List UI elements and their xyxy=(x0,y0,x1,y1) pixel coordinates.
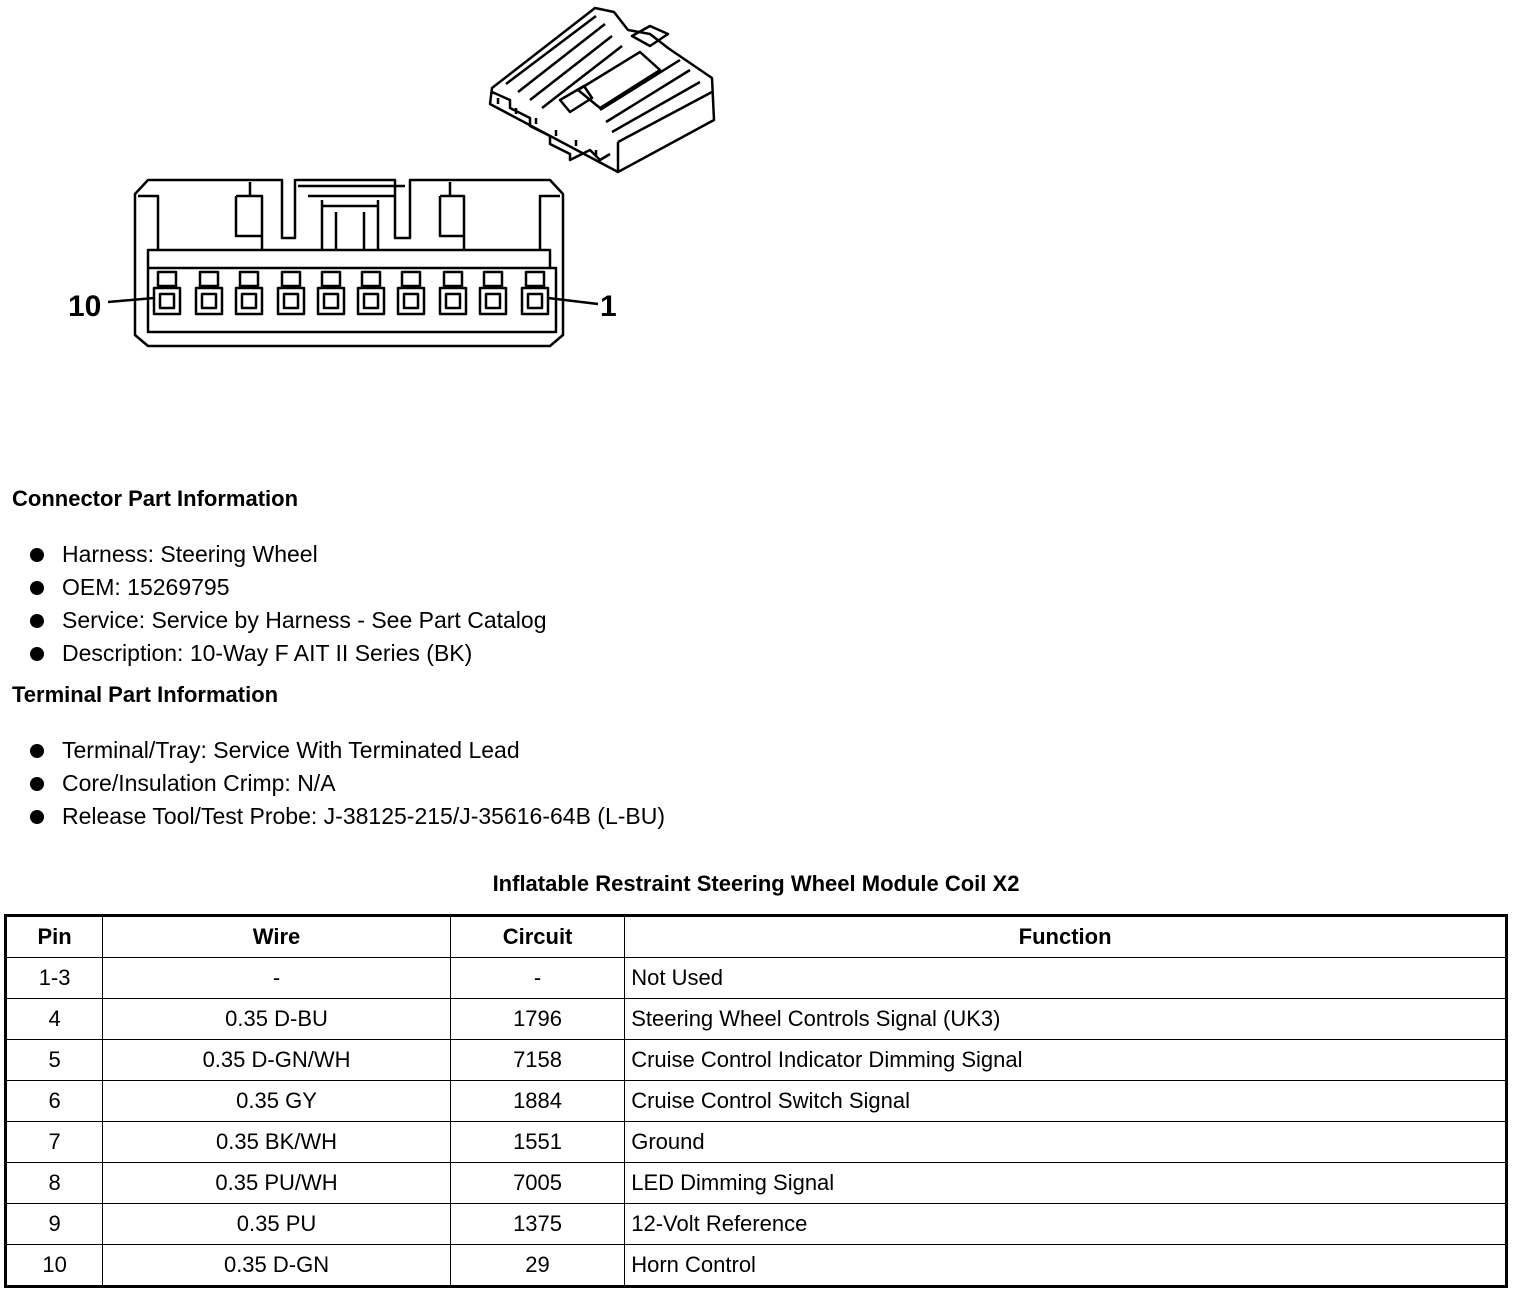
table-header-row xyxy=(6,916,1507,958)
table-title: Inflatable Restraint Steering Wheel Module Coil X2 xyxy=(492,871,1020,896)
wire-cell: - xyxy=(103,958,451,999)
table-row xyxy=(6,1163,1507,1204)
pin-cell: 8 xyxy=(6,1163,103,1204)
pin-cell: 7 xyxy=(6,1122,103,1163)
wire-cell: 0.35 BK/WH xyxy=(103,1122,451,1163)
pin-cell: 5 xyxy=(6,1040,103,1081)
column-header-circuit: Circuit xyxy=(450,916,624,958)
pin-cell: 9 xyxy=(6,1204,103,1245)
bullet-icon xyxy=(30,548,44,562)
circuit-cell: 1884 xyxy=(450,1081,624,1122)
terminal-part-info-heading: Terminal Part Information xyxy=(12,682,279,707)
function-cell: Horn Control xyxy=(625,1245,1507,1287)
bullet-icon xyxy=(30,777,44,791)
circuit-cell: 1551 xyxy=(450,1122,624,1163)
circuit-cell: 7005 xyxy=(450,1163,624,1204)
connector-part-info-heading: Connector Part Information xyxy=(12,486,299,511)
list-item: Release Tool/Test Probe: J-38125-215/J-35616-64B (L-BU) xyxy=(28,800,665,833)
wire-cell: 0.35 D-GN/WH xyxy=(103,1040,451,1081)
column-header-pin: Pin xyxy=(6,916,103,958)
table-row xyxy=(6,999,1507,1040)
column-header-wire: Wire xyxy=(103,916,451,958)
bullet-icon xyxy=(30,744,44,758)
function-cell: Steering Wheel Controls Signal (UK3) xyxy=(625,999,1507,1040)
wire-cell: 0.35 PU xyxy=(103,1204,451,1245)
wire-cell: 0.35 PU/WH xyxy=(103,1163,451,1204)
table-row xyxy=(6,1040,1507,1081)
circuit-cell: - xyxy=(450,958,624,999)
pin-1-label: 1 xyxy=(600,290,617,323)
list-item: Terminal/Tray: Service With Terminated Lead xyxy=(28,734,665,767)
bullet-icon xyxy=(30,581,44,595)
table-row xyxy=(6,958,1507,999)
function-cell: Cruise Control Indicator Dimming Signal xyxy=(625,1040,1507,1081)
list-item: Description: 10-Way F AIT II Series (BK) xyxy=(28,637,546,670)
pin-cell: 4 xyxy=(6,999,103,1040)
function-cell: LED Dimming Signal xyxy=(625,1163,1507,1204)
pin-10-label: 10 xyxy=(68,290,102,323)
list-item: OEM: 15269795 xyxy=(28,571,546,604)
table-row xyxy=(6,1122,1507,1163)
function-cell: Not Used xyxy=(625,958,1507,999)
function-cell: Ground xyxy=(625,1122,1507,1163)
bullet-icon xyxy=(30,614,44,628)
connector-front-view xyxy=(135,180,563,346)
table-row xyxy=(6,1081,1507,1122)
circuit-cell: 7158 xyxy=(450,1040,624,1081)
function-cell: Cruise Control Switch Signal xyxy=(625,1081,1507,1122)
wire-cell: 0.35 D-BU xyxy=(103,999,451,1040)
terminal-cavities xyxy=(154,272,548,314)
table-row xyxy=(6,1245,1507,1287)
wire-cell: 0.35 GY xyxy=(103,1081,451,1122)
bullet-icon xyxy=(30,810,44,824)
bullet-icon xyxy=(30,647,44,661)
table-row xyxy=(6,1204,1507,1245)
circuit-cell: 1796 xyxy=(450,999,624,1040)
list-item: Harness: Steering Wheel xyxy=(28,538,546,571)
pin-cell: 6 xyxy=(6,1081,103,1122)
list-item: Service: Service by Harness - See Part Catalog xyxy=(28,604,546,637)
connector-diagram xyxy=(0,0,760,400)
connector-isometric-view xyxy=(490,8,714,172)
function-cell: 12-Volt Reference xyxy=(625,1204,1507,1245)
circuit-cell: 1375 xyxy=(450,1204,624,1245)
list-item: Core/Insulation Crimp: N/A xyxy=(28,767,665,800)
pinout-table xyxy=(4,914,1508,1288)
column-header-function: Function xyxy=(625,916,1507,958)
pin-cell: 10 xyxy=(6,1245,103,1287)
connector-illustration xyxy=(0,0,760,400)
pin-cell: 1-3 xyxy=(6,958,103,999)
wire-cell: 0.35 D-GN xyxy=(103,1245,451,1287)
connector-part-info-list xyxy=(28,538,546,670)
terminal-part-info-list xyxy=(28,734,665,833)
circuit-cell: 29 xyxy=(450,1245,624,1287)
